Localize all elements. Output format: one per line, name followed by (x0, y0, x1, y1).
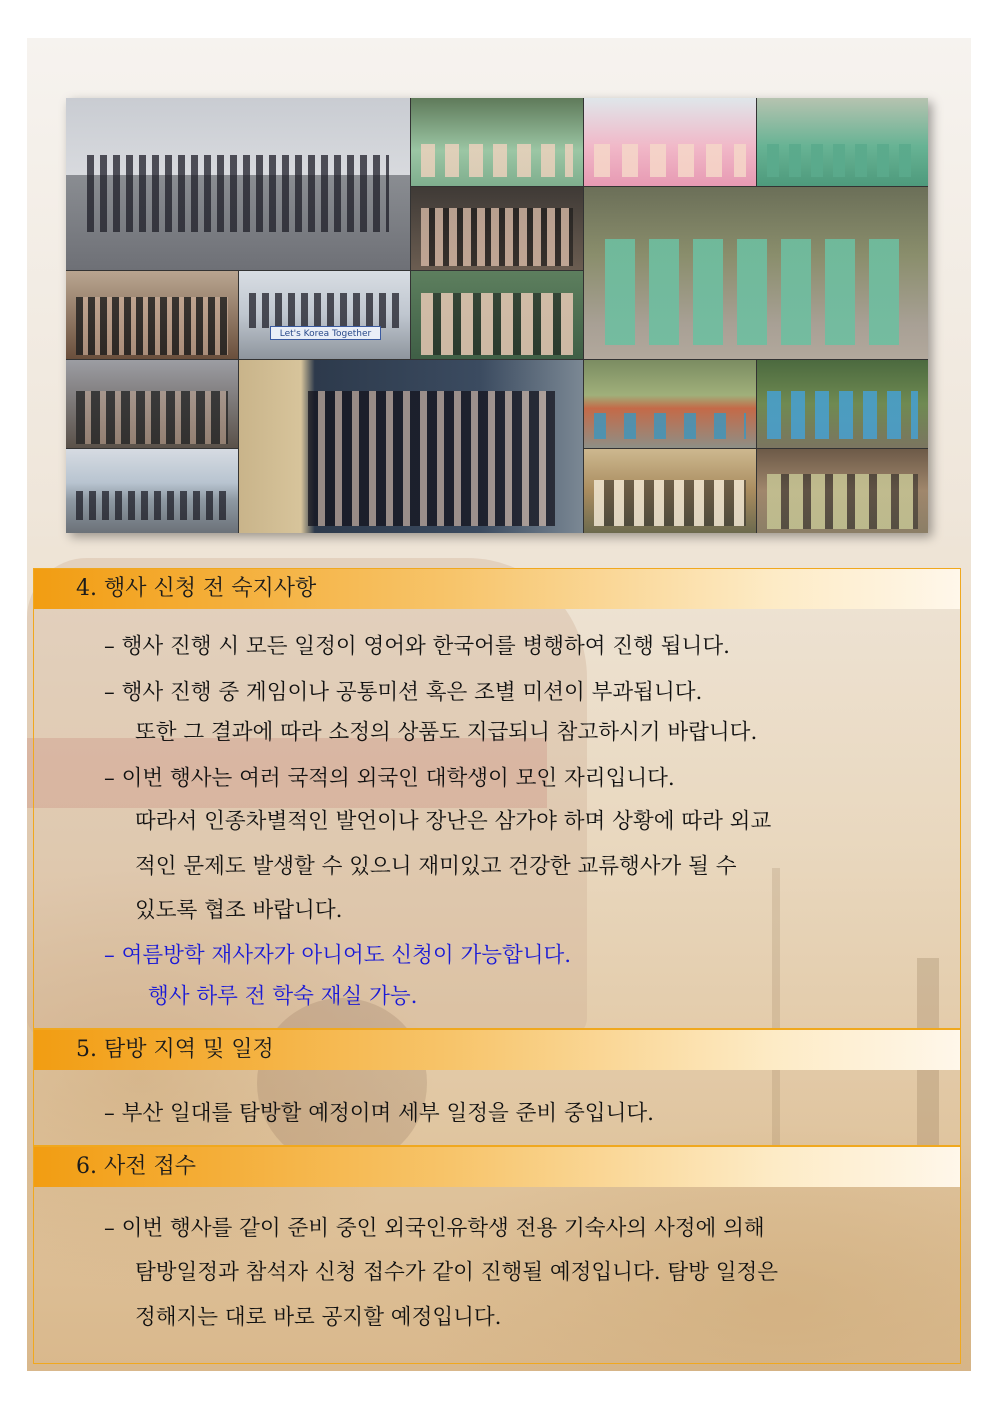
section-title: 6. 사전 접수 (34, 1147, 960, 1187)
collage-photo (584, 360, 756, 448)
collage-banner-text: Let's Korea Together (270, 326, 381, 340)
collage-photo (239, 360, 583, 533)
collage-photo (66, 449, 238, 533)
highlight-line: 행사 하루 전 학숙 재실 가능. (148, 984, 418, 1009)
registration-line: 탐방일정과 참석자 신청 접수가 같이 진행될 예정입니다. 탐방 일정은 (135, 1260, 779, 1285)
notice-line: 따라서 인종차별적인 발언이나 장난은 삼가야 하며 상황에 따라 외교 (135, 809, 772, 834)
collage-photo (239, 271, 410, 359)
highlight-line: – 여름방학 재사자가 아니어도 신청이 가능합니다. (104, 943, 572, 968)
schedule-line: – 부산 일대를 탐방할 예정이며 세부 일정을 준비 중입니다. (104, 1101, 654, 1126)
collage-photo (66, 271, 238, 359)
notice-line: 있도록 협조 바랍니다. (135, 898, 343, 923)
collage-photo (411, 98, 583, 186)
notice-line: – 이번 행사는 여러 국적의 외국인 대학생이 모인 자리입니다. (104, 766, 675, 791)
registration-line: 정해지는 대로 바로 공지할 예정입니다. (135, 1305, 502, 1330)
section-notice (33, 568, 961, 1029)
collage-photo (584, 449, 756, 533)
collage-photo (584, 98, 756, 186)
collage-photo (411, 187, 583, 270)
section-title: 4. 행사 신청 전 숙지사항 (34, 569, 960, 609)
collage-photo (757, 360, 928, 448)
photo-collage (66, 98, 928, 533)
notice-line: 또한 그 결과에 따라 소정의 상품도 지급되니 참고하시기 바랍니다. (135, 720, 758, 745)
collage-photo (66, 98, 410, 270)
collage-photo (411, 271, 583, 359)
collage-photo (757, 449, 928, 533)
collage-photo (584, 187, 928, 359)
notice-line: – 행사 진행 중 게임이나 공통미션 혹은 조별 미션이 부과됩니다. (104, 680, 703, 705)
registration-line: – 이번 행사를 같이 준비 중인 외국인유학생 전용 기숙사의 사정에 의해 (104, 1216, 765, 1241)
section-schedule (33, 1029, 961, 1146)
section-registration (33, 1146, 961, 1364)
notice-line: – 행사 진행 시 모든 일정이 영어와 한국어를 병행하여 진행 됩니다. (104, 634, 730, 659)
collage-photo (66, 360, 238, 448)
section-title: 5. 탐방 지역 및 일정 (34, 1030, 960, 1070)
notice-line: 적인 문제도 발생할 수 있으니 재미있고 건강한 교류행사가 될 수 (135, 854, 737, 879)
collage-photo (757, 98, 928, 186)
page (27, 38, 971, 1371)
